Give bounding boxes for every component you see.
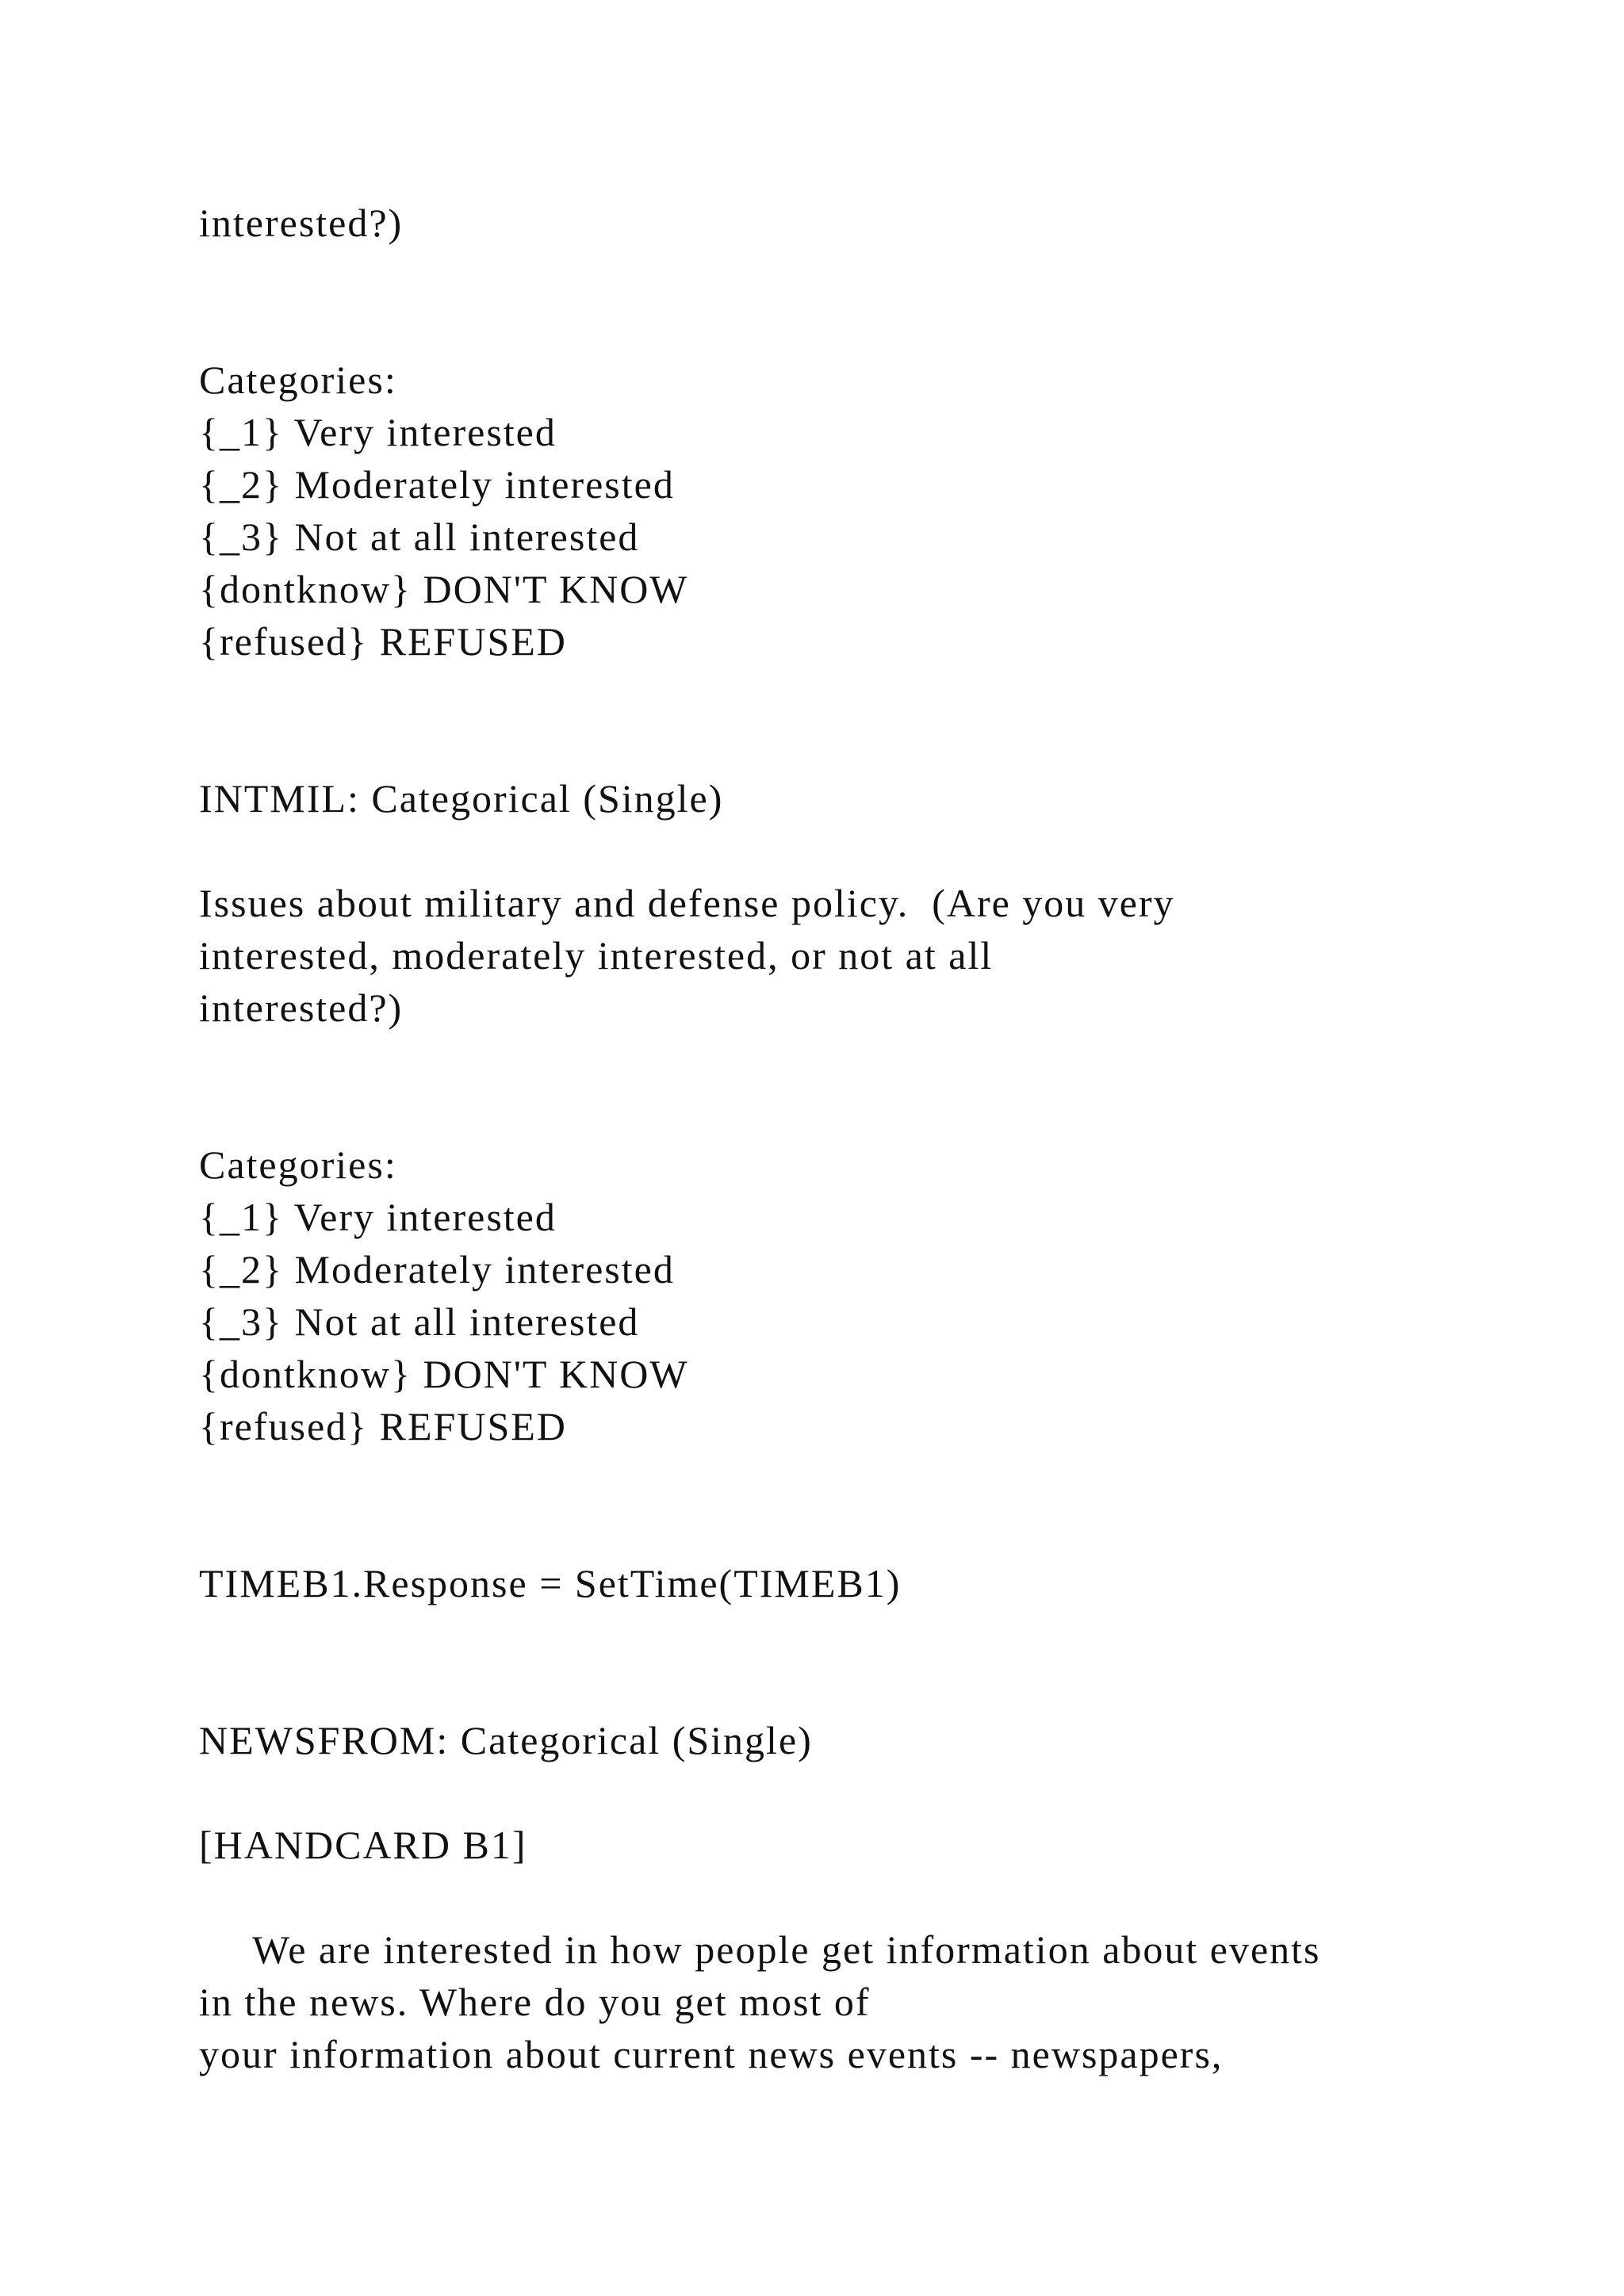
category-item: {_3} Not at all interested: [199, 1299, 640, 1344]
question-text-line: Issues about military and defense policy. (Are you very: [199, 881, 1175, 925]
question-heading: NEWSFROM: Categorical (Single): [199, 1718, 813, 1762]
category-item: {refused} REFUSED: [199, 619, 567, 664]
category-item: {dontknow} DON'T KNOW: [199, 1352, 689, 1396]
categories-label: Categories:: [199, 1142, 397, 1187]
question-text-line: interested, moderately interested, or not at all: [199, 933, 994, 978]
question-heading: INTMIL: Categorical (Single): [199, 776, 724, 821]
question-text-line: in the news. Where do you get most of: [199, 1980, 871, 2024]
category-item: {dontknow} DON'T KNOW: [199, 567, 689, 611]
handcard-label: [HANDCARD B1]: [199, 1823, 527, 1867]
category-item: {refused} REFUSED: [199, 1404, 567, 1448]
category-item: {_1} Very interested: [199, 410, 557, 454]
question-text-line: your information about current news events -- newspapers,: [199, 2032, 1224, 2076]
category-item: {_3} Not at all interested: [199, 515, 640, 559]
question-text-line: We are interested in how people get information about events: [252, 1927, 1321, 1972]
question-text-line: interested?): [199, 985, 404, 1030]
category-item: {_2} Moderately interested: [199, 1247, 675, 1292]
question-tail: interested?): [199, 201, 404, 245]
timer-statement: TIMEB1.Response = SetTime(TIMEB1): [199, 1561, 902, 1605]
category-item: {_2} Moderately interested: [199, 462, 675, 507]
categories-label: Categories:: [199, 358, 397, 402]
category-item: {_1} Very interested: [199, 1195, 557, 1239]
